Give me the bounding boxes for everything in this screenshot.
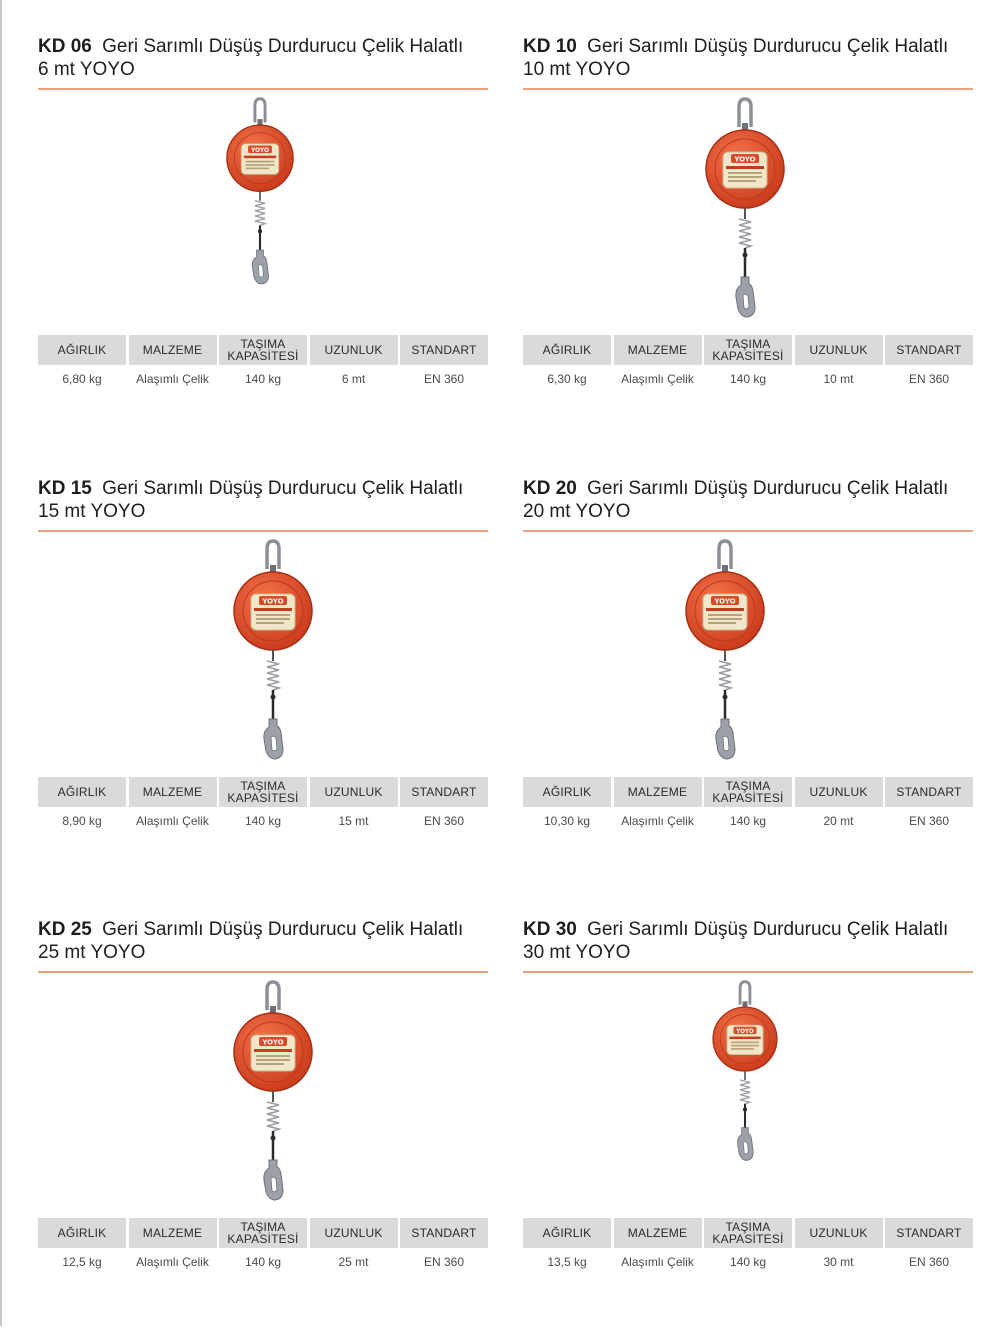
product-card bbox=[38, 35, 488, 455]
product-image bbox=[233, 980, 313, 1205]
spec-header-material: MALZEME bbox=[129, 335, 217, 365]
product-name: Geri Sarımlı Düşüş Durdurucu Çelik Halatlı bbox=[587, 478, 949, 499]
yoyo-device-image bbox=[685, 539, 765, 764]
spec-header-weight: AĞIRLIK bbox=[38, 335, 126, 365]
product-name: Geri Sarımlı Düşüş Durdurucu Çelik Halatlı bbox=[102, 919, 464, 940]
spec-standard-value: EN 360 bbox=[423, 814, 465, 828]
title-divider bbox=[523, 971, 973, 973]
spec-header-weight: AĞIRLIK bbox=[523, 777, 611, 807]
product-image bbox=[685, 539, 765, 764]
spec-header-standard: STANDART bbox=[400, 335, 488, 365]
spec-weight-value: 12,5 kg bbox=[62, 1255, 102, 1269]
product-name: Geri Sarımlı Düşüş Durdurucu Çelik Halatlı bbox=[587, 36, 949, 57]
product-title bbox=[523, 477, 973, 523]
spec-material-value: Alaşımlı Çelik bbox=[136, 372, 209, 386]
spec-capacity-value: 140 kg bbox=[244, 814, 282, 828]
spec-header-material: MALZEME bbox=[614, 335, 702, 365]
spec-standard-value: EN 360 bbox=[908, 372, 950, 386]
product-subtitle: 10 mt YOYO bbox=[523, 59, 631, 80]
spec-header-standard: STANDART bbox=[885, 335, 973, 365]
spec-header-row bbox=[523, 335, 973, 365]
spec-header-capacity: TAŞIMA KAPASİTESİ bbox=[704, 335, 792, 365]
spec-weight-value: 8,90 kg bbox=[62, 814, 102, 828]
product-name: Geri Sarımlı Düşüş Durdurucu Çelik Halatlı bbox=[102, 36, 464, 57]
spec-material-value: Alaşımlı Çelik bbox=[621, 814, 694, 828]
spec-value-row bbox=[523, 371, 973, 389]
product-image bbox=[705, 97, 785, 322]
product-subtitle: 15 mt YOYO bbox=[38, 501, 146, 522]
spec-header-row bbox=[523, 1218, 973, 1248]
spec-standard-value: EN 360 bbox=[908, 814, 950, 828]
spec-capacity-value: 140 kg bbox=[244, 372, 282, 386]
product-title bbox=[38, 477, 488, 523]
spec-header-length: UZUNLUK bbox=[795, 1218, 883, 1248]
spec-standard-value: EN 360 bbox=[423, 1255, 465, 1269]
spec-header-weight: AĞIRLIK bbox=[38, 777, 126, 807]
spec-header-weight: AĞIRLIK bbox=[38, 1218, 126, 1248]
svg-text:YOYO: YOYO bbox=[736, 1028, 754, 1035]
spec-header-weight: AĞIRLIK bbox=[523, 1218, 611, 1248]
spec-header-material: MALZEME bbox=[614, 1218, 702, 1248]
product-code: KD 15 bbox=[38, 478, 92, 499]
product-code: KD 06 bbox=[38, 36, 92, 57]
spec-standard-value: EN 360 bbox=[423, 372, 465, 386]
spec-header-material: MALZEME bbox=[129, 777, 217, 807]
product-code: KD 30 bbox=[523, 919, 577, 940]
spec-header-length: UZUNLUK bbox=[795, 335, 883, 365]
spec-value-row bbox=[38, 1254, 488, 1272]
spec-weight-value: 6,30 kg bbox=[547, 372, 587, 386]
spec-header-capacity: TAŞIMA KAPASİTESİ bbox=[219, 777, 307, 807]
spec-standard-value: EN 360 bbox=[908, 1255, 950, 1269]
title-divider bbox=[38, 530, 488, 532]
title-divider bbox=[523, 88, 973, 90]
yoyo-device-image bbox=[233, 980, 313, 1205]
title-divider bbox=[38, 971, 488, 973]
product-card bbox=[523, 918, 973, 1338]
svg-text:YOYO: YOYO bbox=[714, 597, 736, 606]
spec-value-row bbox=[523, 1254, 973, 1272]
product-code: KD 10 bbox=[523, 36, 577, 57]
spec-header-row bbox=[38, 335, 488, 365]
yoyo-device-image bbox=[233, 539, 313, 764]
spec-header-material: MALZEME bbox=[129, 1218, 217, 1248]
product-card bbox=[38, 918, 488, 1338]
spec-material-value: Alaşımlı Çelik bbox=[621, 372, 694, 386]
spec-length-value: 10 mt bbox=[823, 372, 854, 386]
spec-header-length: UZUNLUK bbox=[310, 335, 398, 365]
spec-length-value: 25 mt bbox=[338, 1255, 369, 1269]
spec-length-value: 6 mt bbox=[341, 372, 366, 386]
product-title bbox=[38, 918, 488, 964]
spec-material-value: Alaşımlı Çelik bbox=[136, 814, 209, 828]
spec-header-standard: STANDART bbox=[400, 1218, 488, 1248]
spec-length-value: 15 mt bbox=[338, 814, 369, 828]
product-card bbox=[38, 477, 488, 897]
spec-header-capacity: TAŞIMA KAPASİTESİ bbox=[704, 1218, 792, 1248]
product-subtitle: 30 mt YOYO bbox=[523, 942, 631, 963]
spec-length-value: 20 mt bbox=[823, 814, 854, 828]
product-name: Geri Sarımlı Düşüş Durdurucu Çelik Halatlı bbox=[587, 919, 949, 940]
spec-header-length: UZUNLUK bbox=[310, 777, 398, 807]
title-divider bbox=[523, 530, 973, 532]
spec-material-value: Alaşımlı Çelik bbox=[621, 1255, 694, 1269]
spec-header-standard: STANDART bbox=[400, 777, 488, 807]
spec-capacity-value: 140 kg bbox=[729, 1255, 767, 1269]
svg-text:YOYO: YOYO bbox=[734, 155, 756, 164]
product-image bbox=[705, 980, 785, 1205]
product-card bbox=[523, 35, 973, 455]
yoyo-device-image bbox=[220, 97, 300, 322]
product-title bbox=[523, 918, 973, 964]
product-subtitle: 20 mt YOYO bbox=[523, 501, 631, 522]
svg-text:YOYO: YOYO bbox=[250, 146, 270, 154]
product-image bbox=[220, 97, 300, 322]
page-left-border bbox=[0, 0, 2, 1326]
spec-header-weight: AĞIRLIK bbox=[523, 335, 611, 365]
product-image bbox=[233, 539, 313, 764]
spec-header-standard: STANDART bbox=[885, 777, 973, 807]
spec-header-row bbox=[523, 777, 973, 807]
spec-header-capacity: TAŞIMA KAPASİTESİ bbox=[704, 777, 792, 807]
product-card bbox=[523, 477, 973, 897]
svg-text:YOYO: YOYO bbox=[262, 597, 284, 606]
yoyo-device-image bbox=[705, 980, 785, 1205]
spec-value-row bbox=[38, 371, 488, 389]
spec-value-row bbox=[523, 813, 973, 831]
product-code: KD 20 bbox=[523, 478, 577, 499]
spec-weight-value: 10,30 kg bbox=[543, 814, 591, 828]
spec-header-capacity: TAŞIMA KAPASİTESİ bbox=[219, 335, 307, 365]
svg-text:YOYO: YOYO bbox=[262, 1038, 284, 1047]
product-name: Geri Sarımlı Düşüş Durdurucu Çelik Halatlı bbox=[102, 478, 464, 499]
product-title bbox=[523, 35, 973, 81]
spec-capacity-value: 140 kg bbox=[244, 1255, 282, 1269]
spec-header-capacity: TAŞIMA KAPASİTESİ bbox=[219, 1218, 307, 1248]
spec-header-length: UZUNLUK bbox=[795, 777, 883, 807]
spec-capacity-value: 140 kg bbox=[729, 814, 767, 828]
spec-material-value: Alaşımlı Çelik bbox=[136, 1255, 209, 1269]
spec-weight-value: 13,5 kg bbox=[547, 1255, 587, 1269]
spec-header-standard: STANDART bbox=[885, 1218, 973, 1248]
spec-capacity-value: 140 kg bbox=[729, 372, 767, 386]
spec-header-row bbox=[38, 777, 488, 807]
spec-header-length: UZUNLUK bbox=[310, 1218, 398, 1248]
title-divider bbox=[38, 88, 488, 90]
product-code: KD 25 bbox=[38, 919, 92, 940]
spec-weight-value: 6,80 kg bbox=[62, 372, 102, 386]
product-subtitle: 6 mt YOYO bbox=[38, 59, 135, 80]
spec-length-value: 30 mt bbox=[823, 1255, 854, 1269]
spec-value-row bbox=[38, 813, 488, 831]
spec-header-material: MALZEME bbox=[614, 777, 702, 807]
spec-header-row bbox=[38, 1218, 488, 1248]
product-subtitle: 25 mt YOYO bbox=[38, 942, 146, 963]
product-title bbox=[38, 35, 488, 81]
yoyo-device-image bbox=[705, 97, 785, 322]
